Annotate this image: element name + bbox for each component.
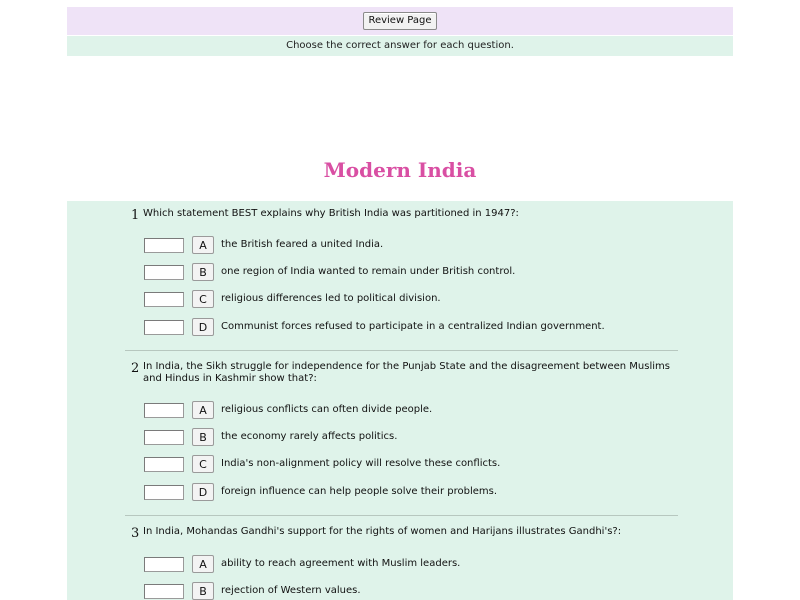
option-letter-button[interactable]: A [192, 401, 214, 419]
option-text: India's non-alignment policy will resolve these conflicts. [221, 458, 501, 469]
option-text: ability to reach agreement with Muslim leaders. [221, 558, 461, 569]
answer-input[interactable] [144, 584, 184, 599]
quiz-panel [67, 201, 733, 600]
page-title: Modern India [323, 158, 477, 182]
option-1b [67, 265, 733, 285]
option-letter-button[interactable]: A [192, 236, 214, 254]
answer-input[interactable] [144, 403, 184, 418]
question-number: 2 [131, 361, 140, 376]
question-divider [125, 515, 678, 516]
option-3a [67, 557, 733, 577]
option-text: the British feared a united India. [221, 239, 384, 250]
review-page-button[interactable]: Review Page [363, 12, 436, 30]
option-letter-button[interactable]: B [192, 582, 214, 600]
option-letter-button[interactable]: A [192, 555, 214, 573]
answer-input[interactable] [144, 430, 184, 445]
question-number: 3 [131, 526, 140, 541]
question-text: Which statement BEST explains why British India was partitioned in 1947?: [143, 208, 519, 219]
question-number: 1 [131, 208, 140, 223]
question-text: In India, the Sikh struggle for independence for the Punjab State and the disagreement between Muslims and Hindus in Kashmir show that?: [143, 361, 670, 384]
option-3b [67, 584, 733, 600]
option-text: religious conflicts can often divide people. [221, 404, 433, 415]
option-text: one region of India wanted to remain under British control. [221, 266, 516, 277]
instructions-text: Choose the correct answer for each question. [286, 40, 514, 51]
answer-input[interactable] [144, 292, 184, 307]
option-2c [67, 457, 733, 477]
question-divider [125, 350, 678, 351]
option-letter-button[interactable]: C [192, 455, 214, 473]
answer-input[interactable] [144, 320, 184, 335]
answer-input[interactable] [144, 265, 184, 280]
option-1a [67, 238, 733, 258]
option-text: foreign influence can help people solve their problems. [221, 486, 498, 497]
option-letter-button[interactable]: B [192, 428, 214, 446]
answer-input[interactable] [144, 457, 184, 472]
toolbar [67, 7, 733, 35]
option-2a [67, 403, 733, 423]
option-text: Communist forces refused to participate in a centralized Indian government. [221, 321, 605, 332]
option-2b [67, 430, 733, 450]
option-text: rejection of Western values. [221, 585, 361, 596]
option-letter-button[interactable]: D [192, 318, 214, 336]
option-letter-button[interactable]: C [192, 290, 214, 308]
answer-input[interactable] [144, 485, 184, 500]
question-text: In India, Mohandas Gandhi's support for the rights of women and Harijans illustrates Gandhi's?: [143, 526, 622, 537]
option-text: the economy rarely affects politics. [221, 431, 398, 442]
option-text: religious differences led to political division. [221, 293, 441, 304]
option-1c [67, 292, 733, 312]
instructions-bar [67, 36, 733, 56]
answer-input[interactable] [144, 557, 184, 572]
answer-input[interactable] [144, 238, 184, 253]
option-2d [67, 485, 733, 505]
option-letter-button[interactable]: B [192, 263, 214, 281]
option-letter-button[interactable]: D [192, 483, 214, 501]
option-1d [67, 320, 733, 340]
